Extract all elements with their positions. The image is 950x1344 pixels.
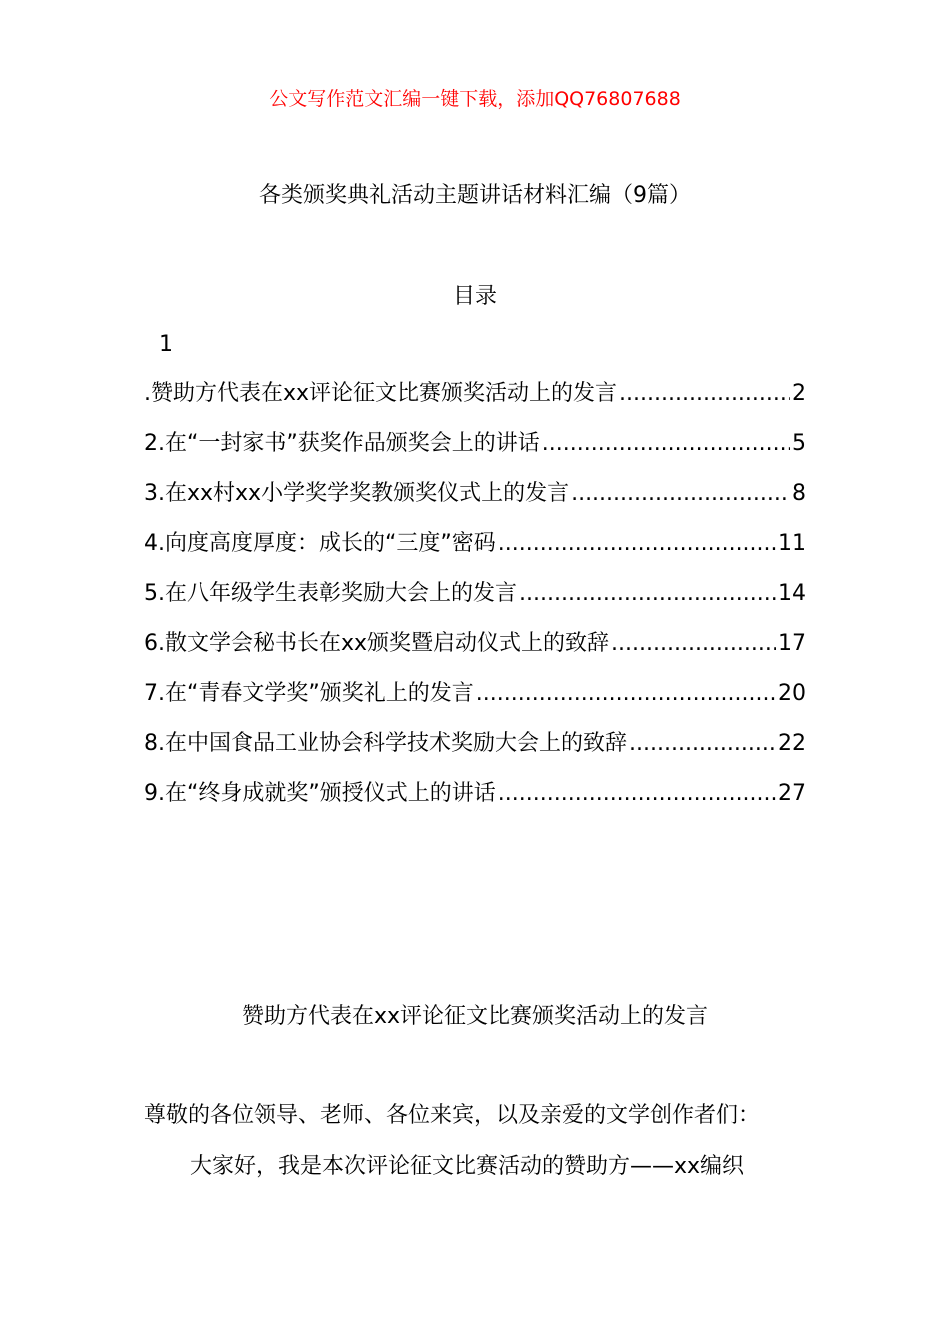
toc-dot-leader xyxy=(611,629,776,659)
toc-dot-leader xyxy=(629,729,776,759)
toc-entry-page: 8 xyxy=(792,481,806,506)
toc-entry-9[interactable] xyxy=(144,779,806,829)
toc-entry-page: 11 xyxy=(778,531,806,556)
toc-entry-title: 5.在八年级学生表彰奖励大会上的发言 xyxy=(144,581,517,606)
toc-entry-8[interactable] xyxy=(144,729,806,779)
toc-heading: 目录 xyxy=(452,284,497,309)
toc-entry-5[interactable] xyxy=(144,579,806,629)
toc-first-number: 1 xyxy=(159,332,173,357)
toc-entry-page: 14 xyxy=(778,581,806,606)
toc-entry-title: 9.在“终身成就奖”颁授仪式上的讲话 xyxy=(144,781,496,806)
toc-dot-leader xyxy=(619,379,790,409)
toc-entry-page: 27 xyxy=(778,781,806,806)
toc-dot-leader xyxy=(498,779,776,809)
toc-entry-title: 2.在“一封家书”获奖作品颁奖会上的讲话 xyxy=(144,431,540,456)
toc-entry-3[interactable] xyxy=(144,479,806,529)
toc-entry-title: 6.散文学会秘书长在xx颁奖暨启动仪式上的致辞 xyxy=(144,631,610,656)
toc-entry-7[interactable] xyxy=(144,679,806,729)
toc-entry-4[interactable] xyxy=(144,529,806,579)
toc-entry-page: 20 xyxy=(778,681,806,706)
toc-entry-page: 5 xyxy=(792,431,806,456)
toc-dot-leader xyxy=(571,479,790,509)
toc-entry-1[interactable] xyxy=(144,379,806,429)
toc-entry-2[interactable] xyxy=(144,429,806,479)
toc-entry-title: 3.在xx村xx小学奖学奖教颁奖仪式上的发言 xyxy=(144,481,570,506)
toc-dot-leader xyxy=(476,679,776,709)
download-notice: 公文写作范文汇编一键下载，添加QQ76807688 xyxy=(269,88,681,110)
toc-dot-leader xyxy=(498,529,776,559)
toc-entry-page: 17 xyxy=(778,631,806,656)
section-title: 赞助方代表在xx评论征文比赛颁奖活动上的发言 xyxy=(241,1004,709,1029)
document-title: 各类颁奖典礼活动主题讲话材料汇编（9篇） xyxy=(259,183,691,208)
salutation-paragraph: 尊敬的各位领导、老师、各位来宾，以及亲爱的文学创作者们： xyxy=(144,1103,761,1128)
toc-entry-page: 2 xyxy=(792,381,806,406)
body-paragraph: 大家好，我是本次评论征文比赛活动的赞助方——xx编织 xyxy=(190,1154,745,1179)
toc-entry-title: 4.向度高度厚度：成长的“三度”密码 xyxy=(144,531,496,556)
toc-entry-page: 22 xyxy=(778,731,806,756)
toc-entry-title: 7.在“青春文学奖”颁奖礼上的发言 xyxy=(144,681,474,706)
toc-entry-title: .赞助方代表在xx评论征文比赛颁奖活动上的发言 xyxy=(144,381,618,406)
toc-dot-leader xyxy=(519,579,776,609)
toc-dot-leader xyxy=(542,429,790,459)
toc-entry-title: 8.在中国食品工业协会科学技术奖励大会上的致辞 xyxy=(144,731,627,756)
table-of-contents xyxy=(144,379,806,829)
toc-entry-6[interactable] xyxy=(144,629,806,679)
